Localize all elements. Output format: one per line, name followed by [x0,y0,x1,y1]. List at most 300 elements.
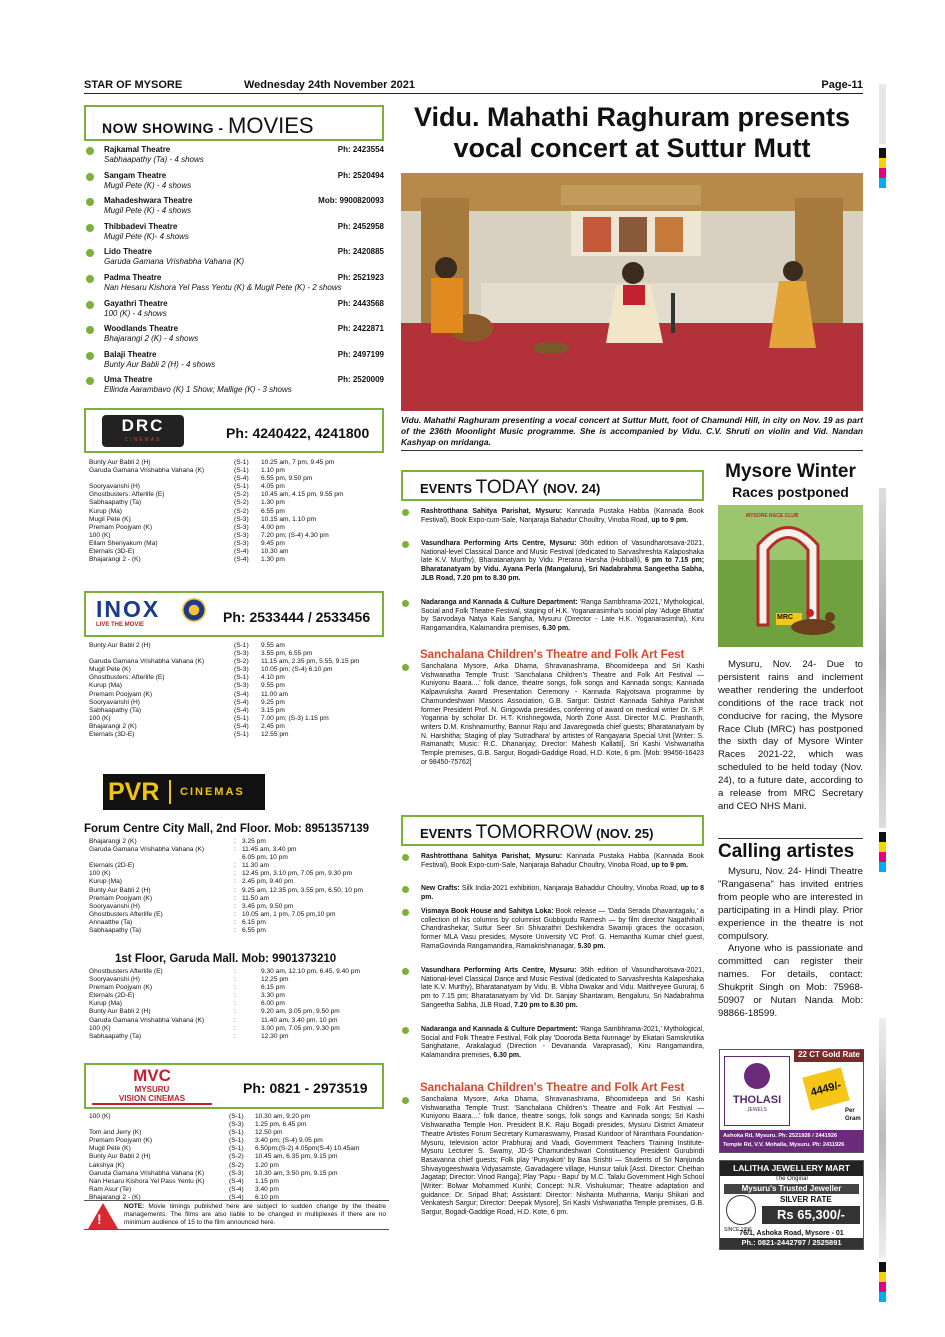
pvr-forum-schedule [89,838,389,935]
schedule-row [89,658,389,666]
screen: (S-1) [229,1129,244,1137]
theatre-shows: Nan Hesaru Kishora Yel Pass Yentu (K) & Mugil Pete (K) - 2 shows [104,283,342,292]
screen: (S-2) [229,1153,244,1161]
event-details: 36th edition of Vasundharotsava-2021, National-level Classical Dance and Music Festival (dedicated to Sarvashreshta Kalaposhaka late K.V. Murthy), Bharatanatyam by Vidu. B. Vibha Diwakar and Vidu. Maithreyee Gururaj, 6 pm to 7.15 pm; Bharatanatyam by Vid. Dr. Sanjay Shantaram, Bengaluru, Sri Nadabrahma Sangeetha Sabha, JLB Road, [421,967,705,1009]
screen: : [234,838,236,845]
mvc-schedule [89,1113,389,1202]
show-times: 7.20 pm; (S-4) 4.30 pm [261,531,329,539]
screen: : [234,984,236,992]
artistes-story [718,838,863,1021]
screen: (S-1) [229,1145,244,1153]
bullet-icon [402,854,409,861]
movie-title: Ghostbusters Afterlife (E) [89,910,163,918]
show-times: 7.00 pm; (S-3) 1.15 pm [261,714,329,722]
theatre-phone: Ph: 2497199 [337,349,384,359]
event-item [401,1026,704,1061]
screen: (S-1) [234,642,249,649]
show-times: 11.45 am, 3.40 pm [242,846,297,854]
show-times: 9.45 pm [261,539,285,547]
event-time: 7.20 pm to 8.30 pm. [514,1001,578,1009]
color-bar-2 [879,832,886,872]
schedule-row [89,548,389,556]
screen: (S-4) [234,722,249,730]
schedule-row [89,650,389,658]
theatre-shows: Mugil Pete (K) - 4 shows [104,180,192,190]
drc-box [84,408,384,453]
race-club-sign: MYSORE RACE CLUB [746,513,799,519]
movie-title: Sooryavanshi (H) [89,902,140,910]
concert-photo [401,173,863,411]
races-title: Mysore Winter [725,461,856,482]
movie-title: Sooryavanshi (H) [89,483,140,491]
drc-logo: DRC CINEMAS [102,415,184,447]
schedule-row [89,919,389,927]
show-times: 1.30 pm [261,499,285,507]
theatre-shows: Mugil Pete (K) - 4 shows [104,206,192,216]
theatre-phone: Ph: 2452958 [337,221,384,231]
now-showing-movies: MOVIES [228,113,314,138]
gold-unit: Per Gram [845,1108,861,1122]
schedule-row [89,467,389,475]
screen: (S-4) [234,690,249,698]
schedule-row [89,878,389,886]
event-time: 5.30 pm. [577,942,606,950]
show-times: 12.50 pm [255,1129,283,1137]
movie-title: Bunty Aur Babli 2 (H) [89,459,151,466]
event-item [401,885,704,902]
theatre-item [84,350,384,374]
show-times: 10.45 am, 4.15 pm, 9.55 pm [261,491,344,499]
theatre-shows: Ellinda Aarambavo (K) 1 Show; Mallige (K) - 3 shows [104,385,292,395]
lalitha-name: LALITHA JEWELLERY MART [720,1161,863,1176]
theatre-name: Thibbadevi Theatre [104,221,178,231]
schedule-row [89,1033,389,1041]
schedule-row [89,524,389,532]
event-item [401,508,704,525]
schedule-row [89,483,389,491]
tomorrow-fest-heading: Sanchalana Children's Theatre and Folk Art Fest [420,1082,685,1094]
artistes-p2: Anyone who is passionate and committed can register their names. For details, contact: Shukprit Singh on Mob: 75968-50907 or Nutan Nanda Mob: 98866-18599. [718,943,863,1019]
races-subtitle: Races postponed [732,484,849,500]
schedule-row [89,846,389,854]
show-times: 4.05 pm [261,483,285,491]
screen: (S-3) [229,1121,244,1129]
show-times: 1.30 pm [261,556,285,564]
screen: : [234,870,236,878]
bullet-icon [402,968,409,975]
movie-title: Bhajarangi 2 (K) [89,722,137,730]
bullet-icon [402,509,409,516]
movie-title: Premam Poojyam (K) [89,523,153,531]
movie-title: Premam Poojyam (K) [89,984,153,992]
warning-icon [88,1203,118,1229]
screen: : [234,976,236,984]
screen: : [234,918,236,926]
pvr-logo: PVR CINEMAS [103,774,265,810]
schedule-row [89,1000,389,1008]
movie-title: Mugil Pete (K) [89,666,131,674]
race-illustration [718,505,863,647]
schedule-row [89,731,389,739]
movie-title: 100 (K) [89,1113,111,1120]
movie-title: Garuda Gamana Vrishabha Vahana (K) [89,846,205,854]
schedule-row [89,992,389,1000]
bullet-icon [402,600,409,607]
tholasi-ad[interactable] [719,1049,864,1153]
now-showing-label: NOW SHOWING - [102,120,224,136]
screen: (S-4) [229,1185,244,1193]
bullet-icon [86,198,94,206]
theatre-name: Balaji Theatre [104,349,157,359]
screen: (S-1) [234,674,249,682]
movie-title: Ram Asur (Te) [89,1185,132,1193]
movie-title: Bhajarangi 2 - (K) [89,1193,141,1201]
screen: : [234,927,236,935]
pvr-garuda-schedule [89,968,389,1041]
concert-illustration [401,173,863,411]
theatre-shows: Bunty Aur Babli 2 (H) - 4 shows [104,359,216,369]
screen: (S-4) [229,1193,244,1201]
show-times: 3.25 pm [242,838,266,845]
screen: (S-4) [234,698,249,706]
issue-date: Wednesday 24th November 2021 [244,79,415,91]
lalitha-phone: Ph.: 0821-2442797 / 2525891 [720,1238,863,1249]
event-item [401,853,704,870]
screen: : [234,1000,236,1008]
screen: (S-1) [229,1113,244,1120]
lalitha-since: SINCE 1996 [724,1227,752,1233]
inox-logo: INOX LIVE THE MOVIE [96,596,208,632]
bullet-icon [86,224,94,232]
schedule-row [89,1025,389,1033]
schedule-row [89,723,389,731]
movie-title: Eternals (3D-E) [89,548,135,556]
event-organiser: Rashtrotthana Sahitya Parishat, Mysuru: [421,853,563,860]
schedule-row [89,1178,389,1186]
screen: (S-3) [234,539,249,547]
show-times: 3.40 pm; (S-4) 9.05 pm [255,1137,323,1145]
register-bar-mid [879,488,886,828]
mrc-sign: MRC [777,614,793,621]
schedule-row [89,499,389,507]
pvr-forum-address: Forum Centre City Mall, 2nd Floor. Mob: 8951357139 [84,823,370,835]
lalitha-address: 76/1, Ashoka Road, Mysore - 01 [739,1230,844,1237]
event-item [401,908,704,952]
theatre-name: Lido Theatre [104,247,153,257]
show-times: 9.25 am, 12.35 pm, 3.55 pm, 6.50, 10 pm [242,886,363,894]
lalitha-ad[interactable] [719,1160,864,1250]
theatre-item [84,145,384,169]
page-number: Page-11 [821,79,863,91]
event-time: 6.30 pm. [542,625,570,633]
event-details: Kannada Pustaka Habba (Kannada Book Festival), Book Expo-cum-Sale, Nanjaraja Bahadur Choultry, Vinoba Road, [421,853,704,869]
inox-schedule [89,642,389,739]
screen: : [234,1032,236,1040]
screen: (S-3) [234,523,249,531]
schedule-row [89,1170,389,1178]
schedule-row [89,862,389,870]
schedule-row [89,532,389,540]
screen: (S-3) [234,682,249,690]
screen: (S-3) [234,666,249,674]
theatre-item [84,299,384,323]
movie-title: Kurup (Ma) [89,1000,122,1008]
movie-title: 100 (K) [89,1024,111,1032]
movie-title: Kurup (Ma) [89,878,122,886]
schedule-row [89,459,389,467]
movie-title: Garuda Gamana Vrishabha Vahana (K) [89,1169,205,1177]
bullet-icon [402,1027,409,1034]
show-times: 9.25 pm [261,698,285,706]
mvc-box [84,1063,384,1109]
schedule-row [89,1145,389,1153]
schedule-row [89,1121,389,1129]
event-time: 6.30 pm. [493,1052,521,1060]
show-times: 10.30 am, 3.50 pm, 9.15 pm [255,1169,338,1177]
movie-title: Mugil Pete (K) [89,1145,131,1153]
show-times: 4.00 pm [261,523,285,531]
movie-title: Premam Poojyam (K) [89,1137,153,1145]
theatre-shows: Sabhaapathy (Ta) - 4 shows [104,155,204,164]
show-times: 6.15 pm [242,918,266,926]
screen: : [234,878,236,886]
show-times: 10.05 pm; (S-4) 6.10 pm [261,666,333,674]
schedule-row [89,715,389,723]
show-times: 1.10 pm [261,467,285,475]
movie-title: Bhajarangi 2 - (K) [89,556,141,564]
schedule-row [89,1137,389,1145]
movie-title: Premam Poojyam (K) [89,690,153,698]
movie-title: Sabhaapathy (Ta) [89,499,142,507]
note-label: NOTE: [124,1203,145,1210]
theatre-shows: 100 (K) - 4 shows [104,308,167,318]
show-times: 3.55 pm, 6.55 pm [261,650,313,658]
schedule-row [89,491,389,499]
show-times: 6.50pm;(S-2) 4.05pm(S-4) 10.45am [255,1145,360,1153]
show-times: 1.15 pm [255,1177,279,1185]
screen: : [234,1016,236,1024]
photo-caption: Vidu. Mahathi Raghuram presenting a vocal concert at Suttur Mutt, foot of Chamundi Hill, in city on Nov. 19 as part of the 236th Moonlight Music programme. She is accompanied by Vidu. C.V. Shruti on violin and Vid. Nandan Kashyap on mridanga. [401,415,863,451]
movie-title: Bunty Aur Babli 2 (H) [89,1153,151,1161]
today-fest-item: Sanchalana Mysore, Arka Dhama, Shravanashrama, Bhoomideepa and Sri Kashi Vishwanatha Temple Trust: 'Sanchalana Children's Theatre and Folk Art Festival — Kuniyonu Baara....' folk dance, theatre songs, folk songs and Kannada songs; Kannada Kalpavruksha Award Presentation Ceremony - Kannada Rajyotsava programme by Chamundeshwari Masons Association, G.B. Sargur: District Kannada Sahitya Parishat former President Prof. N. Girigowda presides, conferring of award on medical writer Dr. S.P. Yoganna by scholar Dr. H.T. Krishnegowda, North Zone Asst. Director M.C. Prashanth, writers D.M. Krishnamurthy, Bannur Raju and Javaregowda chief guests; Bharatanatyam by N. Harshitha; Staging of play 'Sutradhara' by artistes of Rangayana Special Unit [Writer: S. Ramanath; Music: R.C. Dhananjay; Director: Mahesh Kallatti], Sri Kashi Vishwanatha Temple premises, G.B. Sargur, Bogadi-Gaddige Road, H.D. Kote, 6 pm. [Mob: 99456-16423 or 98450-75762] [401,663,704,767]
screen: : [234,862,236,870]
theatre-shows: Mugil Pete (K)- 4 shows [104,231,189,241]
movie-title: Ghostbusters: Afterlife (E) [89,674,165,682]
screen: (S-1) [234,714,249,722]
pvr-garuda-address: 1st Floor, Garuda Mall. Mob: 9901373210 [115,953,337,965]
movie-title: Bunty Aur Babli 2 (H) [89,642,151,649]
schedule-row [89,870,389,878]
screen: (S-2) [234,491,249,499]
today-fest-heading: Sanchalana Children's Theatre and Folk Art Fest [420,649,685,661]
silver-price: Rs 65,300/- [762,1206,860,1224]
schedule-row [89,1153,389,1161]
lalitha-tag2: Mysuru's Trusted Jeweller [724,1184,859,1194]
show-times: 6.10 pm [255,1193,279,1201]
theatre-item [84,247,384,271]
theatre-name: Padma Theatre [104,273,162,282]
lalitha-emblem-icon [726,1195,756,1225]
screen: (S-1) [234,731,249,739]
color-bar-1 [879,148,886,188]
gold-price: 4449/- [802,1067,849,1110]
show-times: 3.00 pm, 7.05 pm, 9.30 pm [261,1024,340,1032]
show-times: 3.40 pm [255,1185,279,1193]
movie-title: Mugil Pete (K) [89,515,131,523]
inox-globe-icon [182,598,206,622]
tholasi-emblem-icon [744,1063,770,1089]
lalitha-tag: The Original [775,1176,808,1183]
events-tomorrow-date: (NOV. 25) [596,826,654,841]
drc-schedule [89,459,389,564]
schedule-row [89,976,389,984]
show-times: 3.30 pm [261,992,285,1000]
movie-title: Tom and Jerry (K) [89,1129,142,1137]
events-tomorrow-label: TOMORROW [475,822,593,843]
theatre-name: Mahadeshwara Theatre [104,196,193,206]
show-times: 4.10 pm [261,674,285,682]
schedule-row [89,556,389,564]
events-today-date: (NOV. 24) [542,481,601,496]
show-times: 2.45 pm [261,722,285,730]
bullet-icon [86,326,94,334]
article-title: Vidu. Mahathi Raghuram presents vocal concert at Suttur Mutt [413,102,851,163]
event-organiser: Vasundhara Performing Arts Centre, Mysuru: [421,967,577,974]
screen: : [234,846,236,854]
movie-title: Bunty Aur Babli 2 (H) [89,886,151,894]
show-times: 1.20 pm [255,1161,279,1169]
event-organiser: Rashtrotthana Sahitya Parishat, Mysuru: [421,508,563,515]
schedule-row [89,682,389,690]
theatre-name: Sangam Theatre [104,170,167,180]
schedule-row [89,1008,389,1016]
inox-phone: Ph: 2533444 / 2533456 [223,609,371,625]
screen: (S-2) [234,658,249,666]
show-times: 10.45 am, 6.35 pm, 9.15 pm [255,1153,338,1161]
movie-title: Ellam Sheriyakum (Ma) [89,539,158,547]
mvc-phone: Ph: 0821 - 2973519 [243,1080,368,1096]
show-times: 9.55 pm [261,682,285,690]
bullet-icon [86,377,94,385]
show-times: 12.30 pm [261,1032,289,1040]
show-times: 1.25 pm, 6.45 pm [255,1121,307,1129]
screen: : [234,910,236,918]
color-bar-3 [879,1262,886,1302]
movie-title: Eternals (3D-E) [89,731,135,739]
bullet-icon [86,352,94,360]
movie-title: Sooryavanshi (H) [89,698,140,706]
screen: (S-4) [234,556,249,564]
movie-title: Bhajarangi 2 (K) [89,838,137,845]
show-times: 10.05 am, 1 pm, 7.05 pm,10 pm [242,910,336,918]
bullet-icon [86,173,94,181]
gold-rate-title: 22 CT Gold Rate [794,1050,864,1062]
theatre-phone: Ph: 2520494 [337,170,384,180]
page-header [84,78,863,94]
silver-label: SILVER RATE [780,1195,832,1204]
bullet-icon [86,301,94,309]
screen: (S-1) [234,459,249,466]
schedule-row [89,927,389,935]
schedule-row [89,895,389,903]
theatre-name: Gayathri Theatre [104,298,168,308]
theatre-item [84,222,384,246]
schedule-row [89,1113,389,1121]
theatre-name: Uma Theatre [104,375,153,385]
race-photo [718,505,863,647]
register-bar-top [879,84,886,144]
schedule-row [89,984,389,992]
event-item [401,540,704,584]
show-times: 9.30 am, 12.10 pm, 6.45, 9.40 pm [261,968,360,975]
theatre-phone: Ph: 2422871 [337,324,384,334]
artistes-title: Calling artistes [718,841,855,862]
screen: (S-2) [234,507,249,515]
theatre-item [84,324,384,348]
screen: (S-1) [234,467,249,475]
show-times: 11.50 am [242,894,270,902]
tholasi-address: Ashoka Rd, Mysuru. Ph: 2521926 / 2441926 Temple Rd, V.V. Mohalla, Mysuru. Ph: 2411926 [720,1130,863,1152]
movie-title: Garuda Gamana Vrishabha Vahana (K) [89,1016,205,1024]
screen: (S-3) [234,531,249,539]
show-times: 9.20 am, 3.05 pm, 9.50 pm [261,1008,340,1016]
bullet-icon [402,886,409,893]
bullet-icon [86,147,94,155]
theatre-shows: Garuda Gamana Vrishabha Vahana (K) [104,257,245,267]
screen: (S-2) [234,499,249,507]
screen: : [234,1008,236,1016]
movie-title: Ghostbusters: Afterlife (E) [89,491,165,499]
show-times: 3.15 pm [261,706,285,714]
theatre-phone: Ph: 2420885 [337,247,384,257]
movie-title: Ghostbusters Afterlife (E) [89,968,163,975]
schedule-row [89,516,389,524]
event-details: Silk India-2021 exhibition, Nanjaraja Bahaddur Choultry, Vinoba Road, [459,885,681,892]
show-times: 11.30 am [242,862,270,870]
theatre-shows: Bhajarangi 2 (K) - 4 shows [104,334,199,344]
races-heading [718,461,863,501]
show-times: 3.45 pm, 9.50 pm [242,902,294,910]
bullet-icon [402,541,409,548]
show-times: 12.25 pm [261,976,289,984]
event-details: 36th edition of Vasundharotsava-2021, National-level Classical Dance and Music Festival (dedicated to Sarvashreshta Kalaposhaka late K.V. Murthy), Bharatanatyam by Vidu. Prerana Harsha (Hubballi), [421,540,705,565]
show-times: 2.45 pm, 9.40 pm [242,878,294,886]
theatre-name: Woodlands Theatre [104,324,179,334]
schedule-row [89,1186,389,1194]
screen: (S-4) [234,706,249,714]
show-times: 11.00 am [261,690,289,698]
screen: : [234,968,236,975]
schedule-row [89,968,389,976]
movie-title: Kurup (Ma) [89,682,122,690]
movie-title: Eternals (2D-E) [89,992,135,1000]
event-details: 'Ranga Sambhrama-2021,' Mythological, Social and Folk Theatre Festival, Folk play 'Dooroda Betta Nunnage' by Ekatari Samskrutika Sanghatane, Arakalagud (Direction - Devananda Varaprasad), Kiru Rangamandira, Kalamandira premises, [421,1026,705,1060]
note-text: Movie timings published here are subject to sudden change by the theatre managements. The films are also liable to be changed in multiplexes if there are no minimum audience of 15 to the film announced here. [124,1203,387,1226]
movie-title: Garuda Gamana Vrishabha Vahana (K) [89,467,205,475]
movie-title: Kurup (Ma) [89,507,122,515]
schedule-row [89,475,389,483]
show-times: 10.25 am, 7 pm, 9.45 pm [261,459,335,466]
movie-title: Nan Hesaru Kishora Yel Pass Yentu (K) [89,1177,205,1185]
show-times: 10.15 am, 1.10 pm [261,515,316,523]
schedule-row [89,691,389,699]
screen: (S-1) [229,1137,244,1145]
show-times: 6.55 pm, 9.50 pm [261,475,313,483]
event-organiser: Vismaya Book House and Sahitya Loka: [421,908,554,915]
screen: (S-3) [234,650,249,658]
events-today-box: EVENTS TODAY (NOV. 24) [401,470,704,501]
event-time: up to 9 pm. [651,516,689,524]
